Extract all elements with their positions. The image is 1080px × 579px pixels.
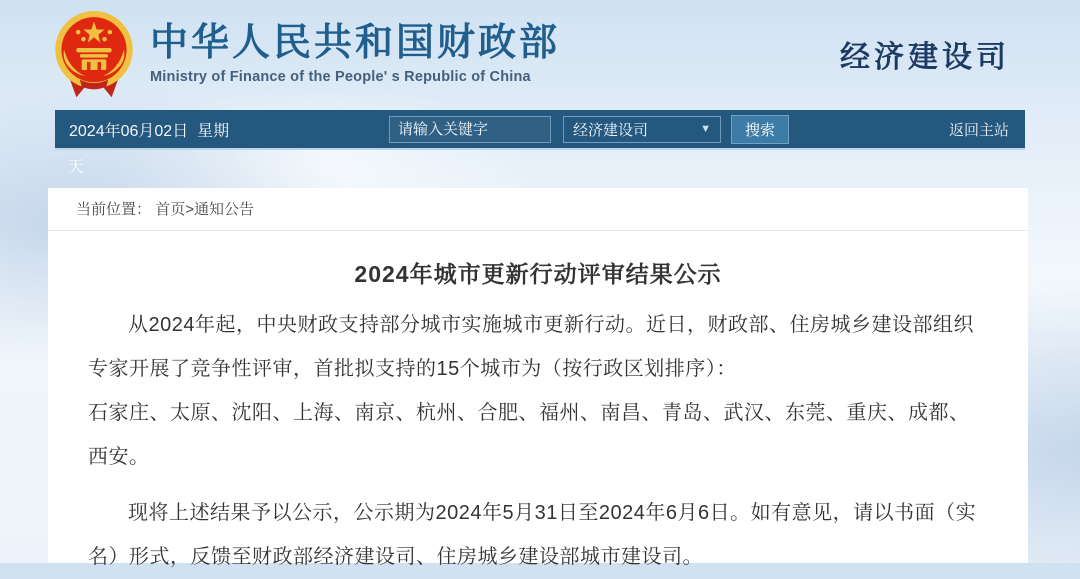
current-date: 2024年06月02日 星期 [69, 122, 230, 140]
breadcrumb-path[interactable]: 首页>通知公告 [155, 201, 254, 218]
search-button[interactable]: 搜索 [731, 115, 789, 144]
return-home-link[interactable]: 返回主站 [948, 121, 1009, 139]
site-title-zh: 中华人民共和国财政部 [150, 21, 561, 64]
content-panel [48, 188, 1028, 568]
department-select[interactable] [563, 116, 721, 143]
department-title: 经济建设司 [840, 41, 1010, 74]
national-emblem-icon [50, 9, 138, 101]
navbar [55, 110, 1025, 150]
department-select-value: 经济建设司 [573, 121, 649, 139]
article [48, 256, 1028, 579]
article-paragraph-2: 现将上述结果予以公示，公示期为2024年5月31日至2024年6月6日。如有意见，请以书面（实名）形式，反馈至财政部经济建设司、住房城乡建设部城市建设司。 [88, 502, 977, 568]
site-titles [150, 23, 560, 86]
date-wrapped-char: 天 [68, 159, 85, 176]
article-paragraph-1: 从2024年起，中央财政支持部分城市实施城市更新行动。近日，财政部、住房城乡建设部组织专家开展了竞争性评审，首批拟支持的15个城市为（按行政区划排序）： [88, 314, 974, 380]
site-brand [50, 7, 560, 101]
article-paragraph-cities: 石家庄、太原、沈阳、上海、南京、杭州、合肥、福州、南昌、青岛、武汉、东莞、重庆、成都、西安。 [88, 402, 970, 468]
breadcrumb-label: 当前位置： [76, 201, 152, 218]
chevron-down-icon: ▼ [700, 123, 712, 135]
search-input[interactable] [389, 116, 551, 143]
site-header [0, 0, 1080, 108]
site-title-en: Ministry of Finance of the People' s Republic of China [150, 69, 531, 86]
breadcrumb [48, 188, 1028, 231]
article-title: 2024年城市更新行动评审结果公示 [354, 261, 722, 287]
